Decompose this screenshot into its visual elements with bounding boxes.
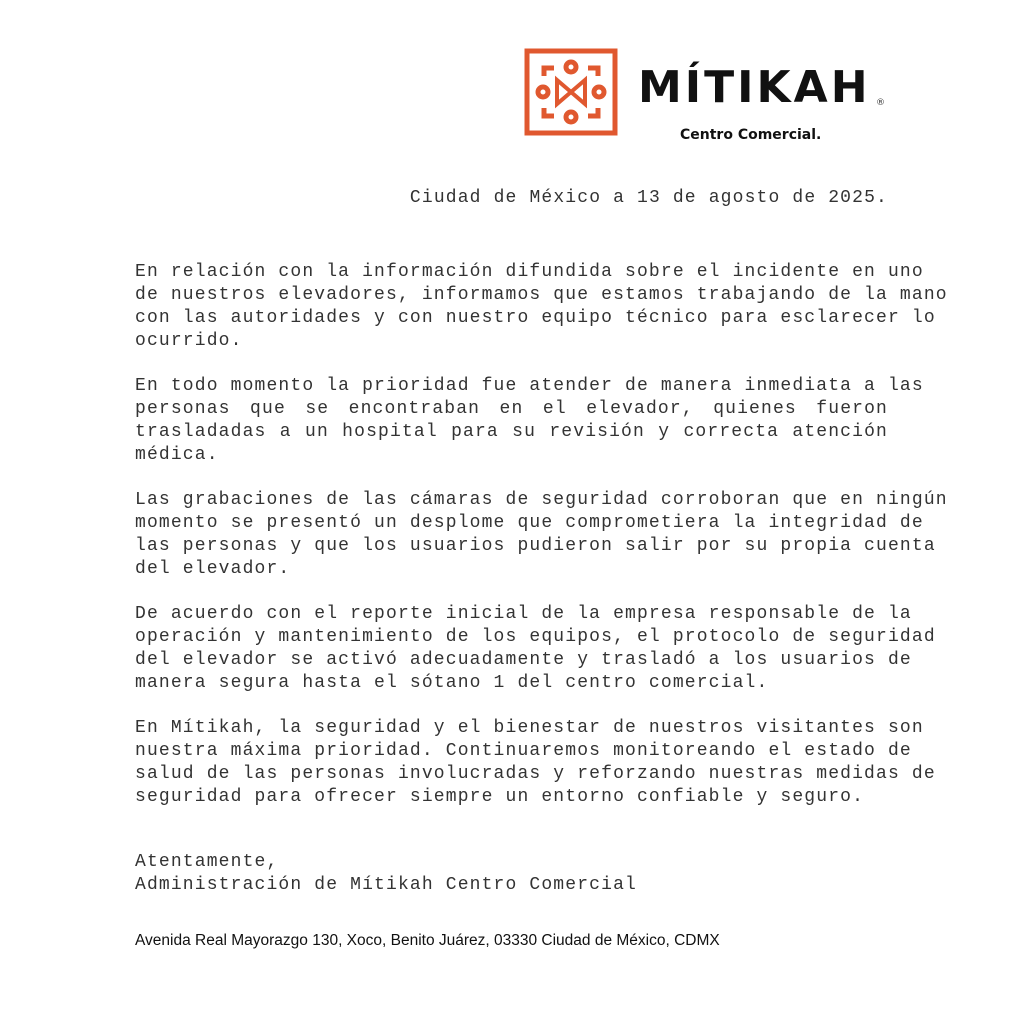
paragraph [135, 261, 948, 353]
closing [135, 851, 637, 897]
footer-address: Avenida Real Mayorazgo 130, Xoco, Benito Juárez, 03330 Ciudad de México, CDMX [135, 932, 720, 949]
paragraph [135, 489, 948, 581]
paragraph-line: con las autoridades y con nuestro equipo técnico para esclarecer lo [135, 308, 936, 328]
paragraph-line: trasladadas a un hospital para su revisión y correcta atención [135, 422, 888, 442]
paragraph-line: manera segura hasta el sótano 1 del centro comercial. [135, 673, 769, 693]
paragraph-line: momento se presentó un desplome que comprometiera la integridad de [135, 513, 924, 533]
paragraph-line: personas que se encontraban en el elevador, quienes fueron [135, 399, 888, 419]
brand-subtitle: Centro Comercial. [680, 127, 822, 143]
letter-date: Ciudad de México a 13 de agosto de 2025. [409, 188, 888, 208]
paragraph [135, 717, 936, 809]
paragraph-line: del elevador se activó adecuadamente y trasladó a los usuarios de [135, 650, 912, 670]
paragraph [135, 603, 936, 695]
paragraph-line: En todo momento la prioridad fue atender de manera inmediata a las [135, 376, 924, 396]
paragraph-line: De acuerdo con el reporte inicial de la empresa responsable de la [135, 604, 912, 624]
paragraph-line: salud de las personas involucradas y reforzando nuestras medidas de [135, 764, 936, 784]
paragraph-line: del elevador. [135, 559, 291, 579]
paragraph-line: En relación con la información difundida sobre el incidente en uno [135, 262, 924, 282]
registered-mark: ® [876, 98, 885, 108]
signature: Administración de Mítikah Centro Comercial [135, 875, 637, 895]
paragraph [135, 375, 924, 467]
letter-body [135, 261, 948, 831]
brand-name: MÍTIKAH [638, 62, 871, 113]
paragraph-line: nuestra máxima prioridad. Continuaremos monitoreando el estado de [135, 741, 912, 761]
paragraph-line: Las grabaciones de las cámaras de seguridad corroboran que en ningún [135, 490, 948, 510]
salutation: Atentamente, [135, 852, 279, 872]
paragraph-line: seguridad para ofrecer siempre un entorno confiable y seguro. [135, 787, 865, 807]
paragraph-line: de nuestros elevadores, informamos que estamos trabajando de la mano [135, 285, 948, 305]
mitikah-logo-icon [524, 48, 618, 136]
paragraph-line: médica. [135, 445, 219, 465]
paragraph-line: ocurrido. [135, 331, 243, 351]
paragraph-line: En Mítikah, la seguridad y el bienestar de nuestros visitantes son [135, 718, 924, 738]
paragraph-line: operación y mantenimiento de los equipos, el protocolo de seguridad [135, 627, 936, 647]
paragraph-line: las personas y que los usuarios pudieron salir por su propia cuenta [135, 536, 936, 556]
